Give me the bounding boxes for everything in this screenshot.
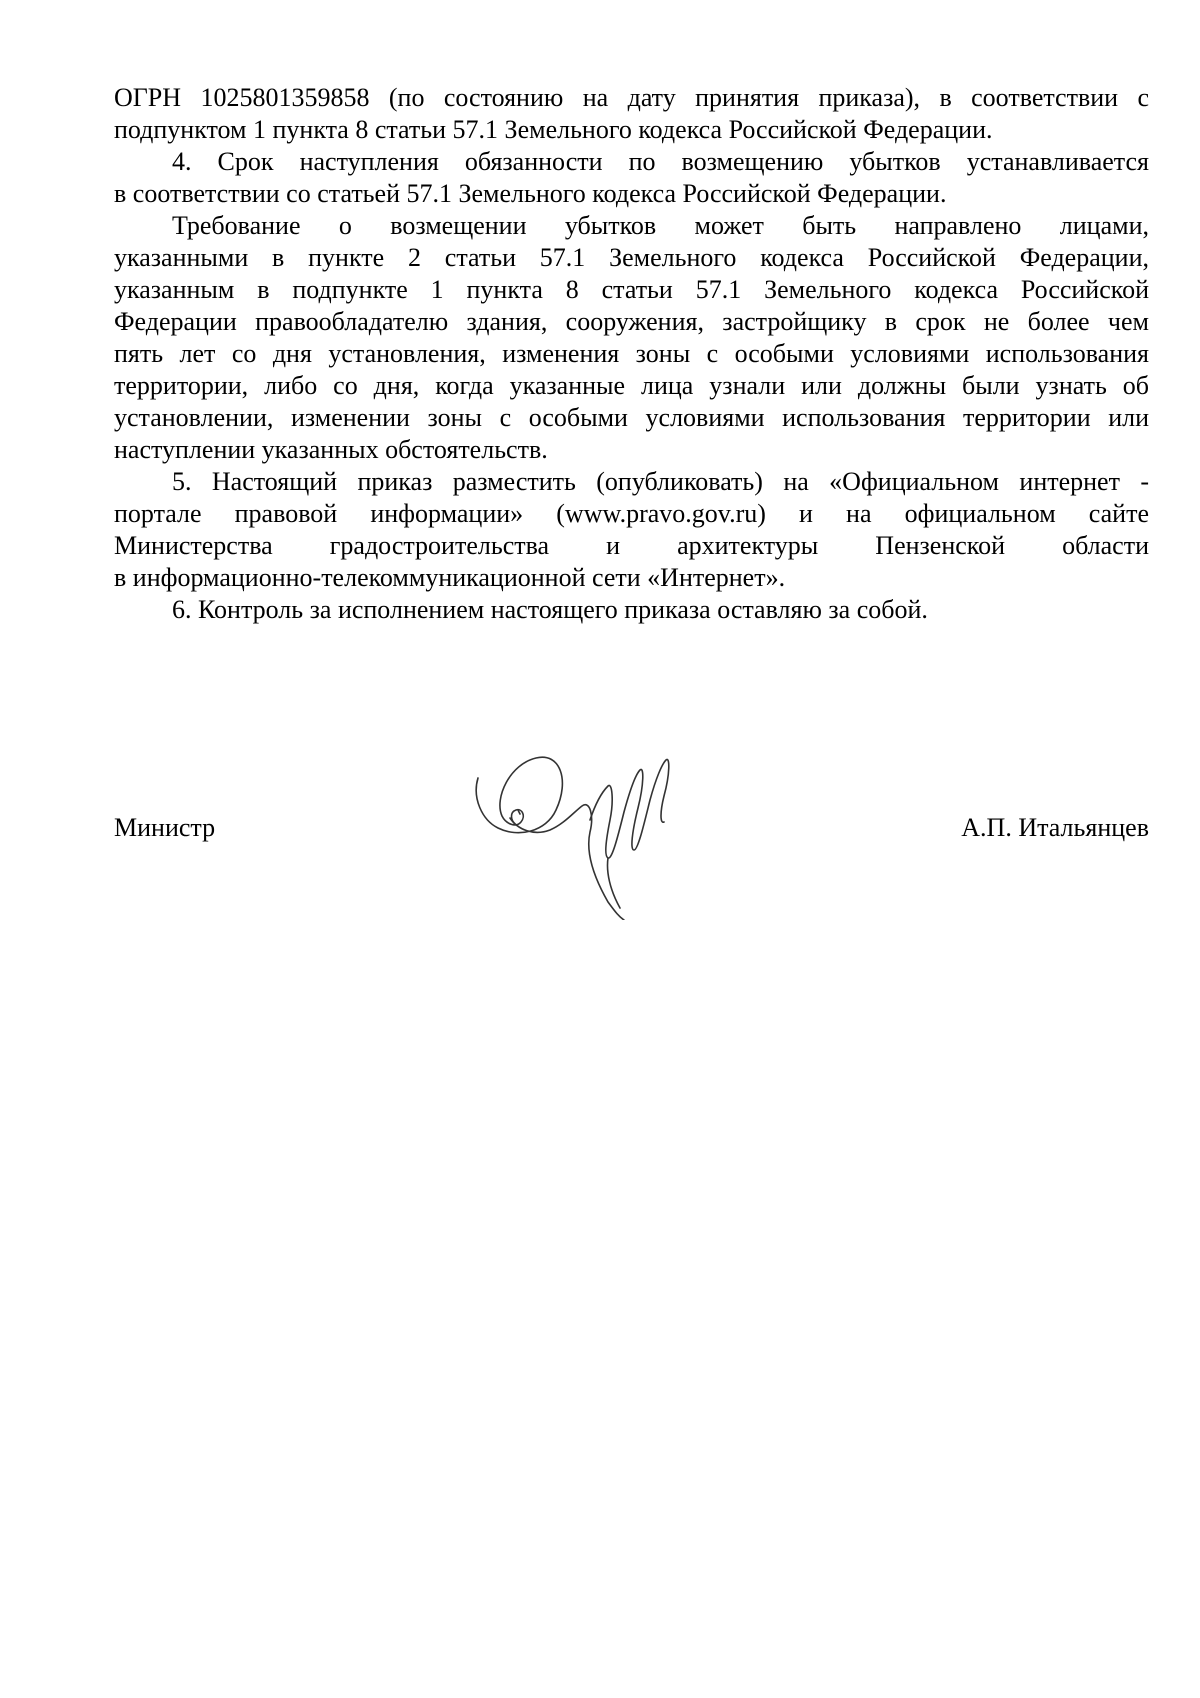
text-line: ОГРН 1025801359858 (по состоянию на дату принятия приказа), в соответствии с	[114, 83, 1149, 112]
text-line: подпунктом 1 пункта 8 статьи 57.1 Земельного кодекса Российской Федерации.	[114, 115, 993, 144]
text-line: портале правовой информации» (www.pravo.gov.ru) и на официальном сайте	[114, 499, 1149, 528]
text-line: в информационно-телекоммуникационной сети «Интернет».	[114, 563, 786, 592]
document-body	[114, 82, 1149, 626]
text-line: Требование о возмещении убытков может быть направлено лицами,	[172, 211, 1149, 240]
text-line: установлении, изменении зоны с особыми условиями использования территории или	[114, 403, 1149, 432]
text-line: территории, либо со дня, когда указанные лица узнали или должны были узнать об	[114, 371, 1149, 400]
signer-position: Министр	[114, 813, 216, 842]
handwritten-signature	[458, 740, 728, 920]
signer-name: А.П. Итальянцев	[961, 813, 1149, 842]
text-line: в соответствии со статьей 57.1 Земельного кодекса Российской Федерации.	[114, 179, 947, 208]
text-line: Федерации правообладателю здания, сооружения, застройщику в срок не более чем	[114, 307, 1149, 336]
text-line: 6. Контроль за исполнением настоящего приказа оставляю за собой.	[172, 595, 928, 624]
text-line: пять лет со дня установления, изменения зоны с особыми условиями использования	[114, 339, 1149, 368]
text-line: указанным в подпункте 1 пункта 8 статьи 57.1 Земельного кодекса Российской	[114, 275, 1149, 304]
text-line: наступлении указанных обстоятельств.	[114, 435, 548, 464]
text-line: указанными в пункте 2 статьи 57.1 Земельного кодекса Российской Федерации,	[114, 243, 1149, 272]
text-line: 4. Срок наступления обязанности по возмещению убытков устанавливается	[172, 147, 1149, 176]
text-line: Министерства градостроительства и архитектуры Пензенской области	[114, 531, 1149, 560]
text-line: 5. Настоящий приказ разместить (опубликовать) на «Официальном интернет -	[172, 467, 1149, 496]
